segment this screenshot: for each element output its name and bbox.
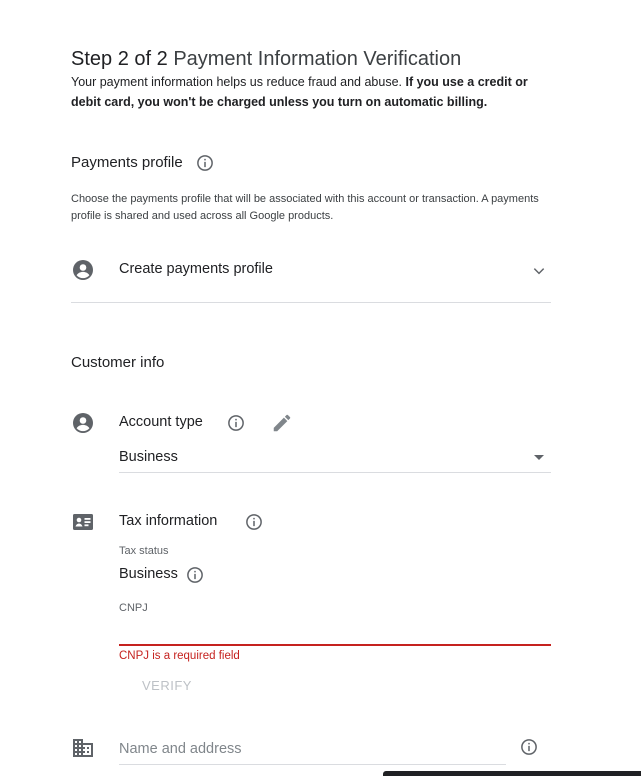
tax-status-value: Business bbox=[119, 566, 178, 582]
payments-profile-label: Create payments profile bbox=[119, 261, 273, 277]
name-and-address-input[interactable] bbox=[119, 737, 506, 761]
step-indicator: Step 2 of 2 bbox=[71, 48, 168, 70]
page-title-text: Payment Information Verification bbox=[173, 48, 462, 70]
account-type-label: Account type bbox=[119, 414, 203, 430]
tax-information-label: Tax information bbox=[119, 513, 218, 529]
payments-profile-description: Choose the payments profile that will be associated with this account or transaction. A payments profile is shared and used across all Google products. bbox=[71, 193, 539, 222]
cnpj-input[interactable] bbox=[119, 620, 551, 646]
info-icon[interactable] bbox=[196, 154, 214, 172]
tax-status-label: Tax status bbox=[119, 545, 169, 557]
customer-info-title: Customer info bbox=[71, 354, 165, 371]
contact-card-icon bbox=[71, 510, 95, 534]
payments-profile-select[interactable] bbox=[71, 252, 551, 303]
bottom-toolbar-edge bbox=[383, 771, 641, 776]
account-type-select[interactable] bbox=[119, 445, 551, 473]
info-icon[interactable] bbox=[520, 738, 538, 756]
info-icon[interactable] bbox=[245, 513, 263, 531]
chevron-down-icon[interactable] bbox=[531, 263, 547, 284]
intro-plain: Your payment information helps us reduce fraud and abuse. bbox=[71, 75, 402, 89]
account-circle-icon bbox=[71, 411, 95, 435]
account-type-underline bbox=[119, 472, 551, 473]
account-type-value: Business bbox=[119, 449, 178, 465]
account-circle-icon bbox=[71, 258, 95, 282]
dropdown-arrow-icon[interactable] bbox=[534, 455, 544, 460]
verify-button[interactable]: VERIFY bbox=[128, 673, 206, 697]
info-icon[interactable] bbox=[227, 414, 245, 432]
payments-profile-title: Payments profile bbox=[71, 154, 183, 171]
pencil-icon[interactable] bbox=[271, 412, 293, 439]
info-icon[interactable] bbox=[186, 566, 204, 584]
page-title bbox=[71, 46, 461, 72]
cnpj-label: CNPJ bbox=[119, 602, 148, 614]
cnpj-error-message: CNPJ is a required field bbox=[119, 650, 240, 662]
name-and-address-underline bbox=[119, 764, 506, 765]
payments-profile-heading bbox=[71, 153, 183, 173]
building-icon bbox=[71, 736, 95, 760]
intro-bold: If you use a credit or debit card, you won't be charged unless you turn on automatic billing. bbox=[71, 75, 528, 109]
intro-text bbox=[71, 72, 551, 112]
